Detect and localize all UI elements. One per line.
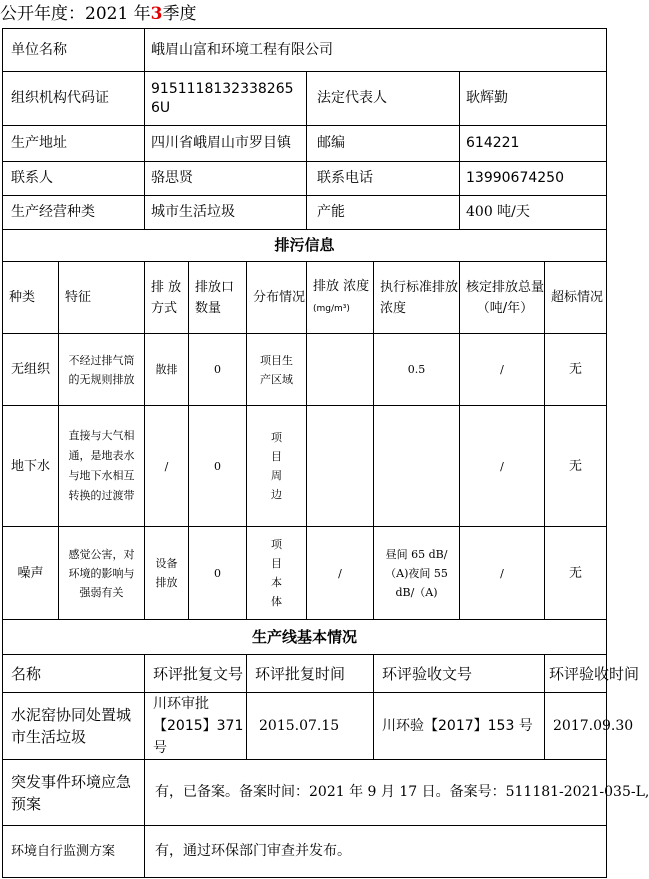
emission-header-distribution: 分布情况 (247, 262, 307, 334)
production-approval-date: 2015.07.15 (247, 693, 374, 760)
emission-approved: / (460, 334, 545, 406)
concentration-label: 排放 浓度 (313, 278, 370, 294)
monitoring-plan-row (3, 826, 607, 878)
emission-type: 地下水 (3, 406, 59, 527)
environmental-disclosure-table (2, 28, 649, 878)
emission-outlets: 0 (189, 334, 247, 406)
category-value: 城市生活垃圾 (145, 196, 307, 230)
production-header-acceptance-no: 环评验收文号 (374, 655, 545, 693)
company-name-label: 单位名称 (3, 29, 145, 72)
emission-header-type: 种类 (3, 262, 59, 334)
org-code-row (3, 72, 607, 126)
emission-header-concentration (307, 262, 374, 334)
company-name-value: 峨眉山富和环境工程有限公司 (145, 29, 607, 72)
emission-approved: / (460, 527, 545, 620)
emission-outlets: 0 (189, 406, 247, 527)
emergency-plan-label: 突发事件环境应急预案 (3, 760, 145, 826)
emission-row (3, 406, 607, 527)
production-header-row (3, 655, 607, 693)
legal-rep-value: 耿辉勤 (460, 72, 607, 126)
production-acceptance-no: 川环验【2017】153 号 (374, 693, 545, 760)
emission-concentration (307, 334, 374, 406)
emission-exceed: 无 (545, 406, 607, 527)
emission-section-title: 排污信息 (3, 230, 607, 262)
emission-standard (374, 406, 460, 527)
emission-exceed: 无 (545, 334, 607, 406)
emission-type: 无组织 (3, 334, 59, 406)
emission-header-feature: 特征 (59, 262, 145, 334)
address-row (3, 126, 607, 162)
concentration-unit: (mg/m³) (313, 303, 350, 314)
emission-header-standard: 执行标准排放浓度 (374, 262, 460, 334)
emission-feature: 直接与大气相通，是地表水与地下水相互转换的过渡带 (59, 406, 145, 527)
emission-method: 设备排放 (145, 527, 189, 620)
postcode-value: 614221 (460, 126, 607, 162)
address-value: 四川省峨眉山市罗目镇 (145, 126, 307, 162)
emission-row (3, 527, 607, 620)
emission-method: / (145, 406, 189, 527)
production-header-approval-no: 环评批复文号 (145, 655, 247, 693)
contact-value: 骆思贤 (145, 162, 307, 196)
emission-concentration (307, 406, 374, 527)
emission-header-row (3, 262, 607, 334)
approved-unit: （吨/年） (476, 300, 534, 316)
emergency-plan-value: 有，已备案。备案时间：2021 年 9 月 17 日。备案号：511181-2021-035-L, (145, 760, 607, 826)
emission-standard: 昼间 65 dB/（A)夜间 55 dB/（A) (374, 527, 460, 620)
production-approval-no: 川环审批【2015】371 号 (145, 693, 247, 760)
emission-type: 噪声 (3, 527, 59, 620)
contact-label: 联系人 (3, 162, 145, 196)
category-label: 生产经营种类 (3, 196, 145, 230)
org-code-label: 组织机构代码证 (3, 72, 145, 126)
contact-row (3, 162, 607, 196)
emission-method: 散排 (145, 334, 189, 406)
phone-value: 13990674250 (460, 162, 607, 196)
quarter-number: 3 (150, 4, 163, 24)
production-line-row (3, 693, 607, 760)
monitoring-plan-label: 环境自行监测方案 (3, 826, 145, 878)
emission-section-row (3, 230, 607, 262)
emission-distribution: 项目生产区域 (247, 334, 307, 406)
emission-header-exceed: 超标情况 (545, 262, 607, 334)
production-header-acceptance-date: 环评验收时间 (545, 655, 607, 693)
production-section-title: 生产线基本情况 (3, 620, 607, 655)
emission-distribution: 项目本体 (247, 527, 307, 620)
header-prefix: 公开年度：2021 年 (0, 4, 151, 24)
category-row (3, 196, 607, 230)
production-acceptance-date: 2017.09.30 (545, 693, 607, 760)
emission-feature: 不经过排气筒的无规则排放 (59, 334, 145, 406)
emission-feature: 感觉公害，对环境的影响与强弱有关 (59, 527, 145, 620)
postcode-label: 邮编 (307, 126, 460, 162)
emission-concentration: / (307, 527, 374, 620)
disclosure-year-header (0, 0, 608, 28)
emission-outlets: 0 (189, 527, 247, 620)
emission-header-outlets: 排放口数量 (189, 262, 247, 334)
emission-header-approved (460, 262, 545, 334)
org-code-value: 9151118132338265​6U (145, 72, 307, 126)
emission-header-method: 排 放 方式 (145, 262, 189, 334)
emergency-plan-row (3, 760, 607, 826)
production-section-row (3, 620, 607, 655)
approved-label: 核定排放总量 (466, 279, 545, 295)
monitoring-plan-value: 有，通过环保部门审查并发布。 (145, 826, 607, 878)
phone-label: 联系电话 (307, 162, 460, 196)
header-suffix: 季度 (162, 4, 197, 24)
legal-rep-label: 法定代表人 (307, 72, 460, 126)
emission-approved: / (460, 406, 545, 527)
emission-distribution: 项目周边 (247, 406, 307, 527)
production-header-name: 名称 (3, 655, 145, 693)
production-line-name: 水泥窑协同处置城市生活垃圾 (3, 693, 145, 760)
capacity-label: 产能 (307, 196, 460, 230)
company-name-row (3, 29, 607, 72)
capacity-value: 400 吨/天 (460, 196, 607, 230)
emission-standard: 0.5 (374, 334, 460, 406)
address-label: 生产地址 (3, 126, 145, 162)
emission-exceed: 无 (545, 527, 607, 620)
emission-row (3, 334, 607, 406)
production-header-approval-date: 环评批复时间 (247, 655, 374, 693)
